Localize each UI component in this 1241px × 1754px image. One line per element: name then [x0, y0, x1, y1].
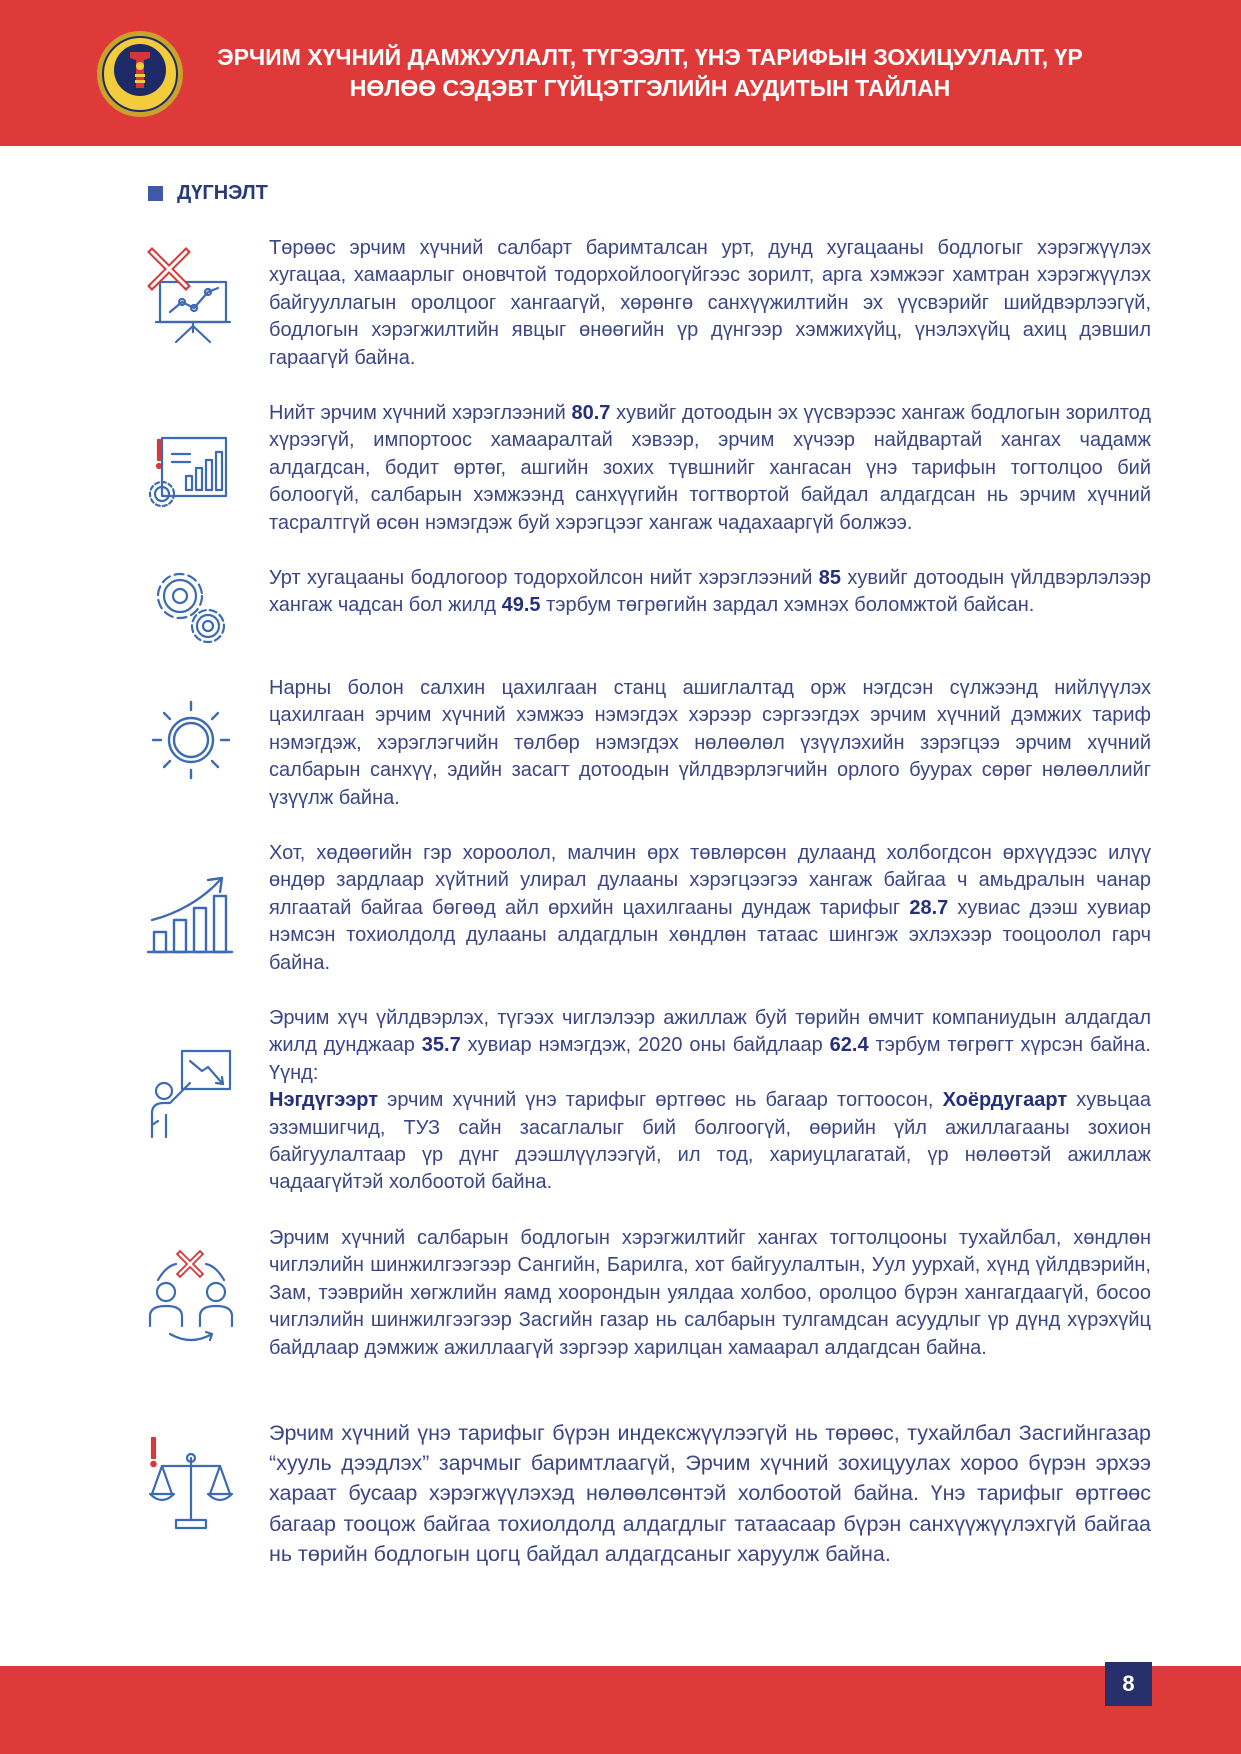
p6-value-62-4: 62.4 — [829, 1034, 869, 1057]
conclusion-paragraph-1: Төрөөс эрчим хүчний салбарт баримталсан урт, дунд хугацааны бодлогыг хэрэгжүүлэх хугацаа, хамаарлыг оновчтой тодорхойлоогүйгээс зорилт, арга хэмжээг хамтран хэрэгжүүлэх байгууллагын оролцоог хангаагүй, хөрөнгө санхүүжилтийн эх үүсвэрийг шийдвэрлээгүй, бодлогын хэрэгжилтийн явцыг өнөөгийн үр дүнгээр хэмжихүйц, үнэлэхүйц ахиц дэвшил гараагүй байна. — [269, 237, 1151, 369]
square-bullet-icon — [148, 186, 163, 201]
p6-value-35-7: 35.7 — [421, 1034, 461, 1057]
section-heading — [148, 180, 268, 206]
p6-first-label: Нэгдүгээрт — [269, 1089, 379, 1112]
report-title — [190, 42, 1110, 104]
conclusion-paragraph-8: Эрчим хүчний үнэ тарифыг бүрэн индексжүүлээгүй нь төрөөс, тухайлбал Засгийнгазар “хууль дээдлэх” зарчмыг баримтлаагүй, Эрчим хүчний зохицуулах хороо бүрэн эрхээ хараат бусаар хэрэгжүүлэхэд нөлөөлсөнтэй холбоотой байна. Үнэ тарифыг өртгөөс багаар тооцож байгаа тохиолдолд алдагдлыг татаасаар бүрэн санхүүжүүлэхгүй байгаа нь төрийн бодлогын цогц байдал алдагдсаныг харуулж байна. — [269, 1421, 1151, 1566]
p6-second-label: Хоёрдугаарт — [942, 1089, 1068, 1112]
report-title-line-2: НӨЛӨӨ СЭДЭВТ ГҮЙЦЭТГЭЛИЙН АУДИТЫН ТАЙЛАН — [349, 75, 951, 101]
p5-text-a: Хот, хөдөөгийн гэр хороолол, малчин өрх төвлөрсөн дулаанд холбогдсон өрхүүдээс илүү өндөр зардлаар хүйтний улирал дулааны хэрэгцээгээ хангаж байгаа ч амьдралын чанар ялгаатай байгаа бөгөөд айл өрхийн цахилгааны дундаж тарифыг — [269, 842, 1151, 919]
conclusion-paragraph-6 — [269, 1005, 1151, 1197]
p2-text-b: хувийг дотоодын эх үүсвэрээс хангаж бодлогын зорилтод хүрээгүй, импортоос хамааралтай хэвээр, эрчим хүчээр найдвартай хангах чадамж алдагдсан, бодит өртөг, ашгийн зохих түвшнийг хангасан үнэ тарифын тогтолцоо бий болоогүй, салбарын хэмжээнд санхүүгийн тогтвортой байдал алдагдсан нь эрчим хүчний тасралтгүй өсөн нэмэгдэж буй хэрэгцээг хангаж чадахааргүй болжээ. — [269, 402, 1151, 534]
p5-text-b: хувиас дээш хувиар нэмсэн тохиолдолд дулааны алдагдлын хөндлөн татаас шингэж эхлэхээр тооцоолол гарч байна. — [269, 896, 1151, 974]
section-title: ДҮГНЭЛТ — [177, 181, 268, 204]
audit-emblem-icon — [96, 30, 184, 118]
p6-text-b: хувиар нэмэгдэж, 2020 оны байдлаар — [460, 1034, 830, 1057]
presentation-alert-icon — [146, 418, 236, 518]
conclusion-paragraph-3 — [269, 565, 1151, 620]
chart-board-x-icon — [146, 246, 236, 346]
p3-text-c: тэрбум төгрөгийн зардал хэмнэх боломжтой байсан. — [540, 594, 1035, 617]
p3-text-a: Урт хугацааны бодлогоор тодорхойлсон нийт хэрэглээний — [269, 567, 819, 589]
footer-bar — [0, 1666, 1241, 1754]
conclusion-paragraph-7: Эрчим хүчний салбарын бодлогын хэрэгжилтийг хангах тогтолцооны тухайлбал, хөндлөн чиглэлийн шинжилгээгээр Сангийн, Барилга, хот байгуулалтын, Уул уурхай, хүнд үйлдвэрийн, Зам, тээврийн хөгжлийн яамд хоорондын уялдаа холбоо, оролцоо бүрэн хангагдаагүй, босоо чиглэлийн шинжилгээгээр Засгийн газар нь салбарын тулгамдсан асуудлыг үр дүнд хүрэхүйц байдлаар дэмжиж ажиллаагүй зэргээр харилцан хамаарал алдагдсан байна. — [269, 1227, 1151, 1359]
p6-text-c: тэрбум төгрөгт хүрсэн байна. Үүнд: — [269, 1034, 1151, 1084]
p2-text-a: Нийт эрчим хүчний хэрэглээний — [269, 402, 572, 424]
p6-text-a: Эрчим хүч үйлдвэрлэх, түгээх чиглэлээр ажиллаж буй төрийн өмчит компаниудын алдагдал жилд дунджаар — [269, 1007, 1151, 1057]
conclusion-paragraph-4: Нарны болон салхин цахилгаан станц ашиглалтад орж нэгдсэн сүлжээнд нийлүүлэх цахилгаан эрчим хүчний хэмжээ нэмэгдэх хэрээр сэргээгдэх эрчим хүчний дэмжих тариф нэмэгдэж, хэрэглэгчийн төлбөр нэмэгдэх нөлөөлөл үзүүлэхийн зэрэгцээ эрчим хүчний салбарын санхүү, эдийн засагт дотоодын үйлдвэрлэгчийн орлого буурах сөрөг нөлөөллийг үзүүлж байна. — [269, 677, 1151, 809]
gears-icon — [146, 560, 236, 660]
header-bar — [0, 0, 1241, 146]
p6-text-d: эрчим хүчний үнэ тарифыг өртгөөс нь багаар тогтоосон, — [378, 1089, 943, 1112]
people-disconnect-icon — [146, 1250, 236, 1350]
sun-icon — [146, 690, 236, 790]
page-number: 8 — [1105, 1662, 1152, 1706]
p5-value-28-7: 28.7 — [909, 896, 949, 919]
report-title-line-1: ЭРЧИМ ХҮЧНИЙ ДАМЖУУЛАЛТ, ТҮГЭЭЛТ, ҮНЭ ТАРИФЫН ЗОХИЦУУЛАЛТ, ҮР — [217, 44, 1083, 70]
p3-value-85: 85 — [818, 567, 842, 589]
conclusion-paragraph-5 — [269, 840, 1151, 977]
p6-text-e: хувьцаа эзэмшигчид, ТУЗ сайн засаглалыг бий болгоогүй, өөрийн үйл ажиллагааны зохион байгуулалтаар үр дүнг дээшлүүлээгүй, ил тод, хариуцлагатай, үр нөлөөтэй ажиллаж чадаагүйтэй холбоотой байна. — [269, 1089, 1151, 1194]
p2-value-80-7: 80.7 — [571, 402, 611, 424]
presenter-decline-icon — [146, 1045, 236, 1145]
conclusion-paragraph-2 — [269, 400, 1151, 537]
p3-value-49-5: 49.5 — [501, 594, 541, 617]
growth-chart-icon — [146, 870, 236, 970]
p3-text-b: хувийг дотоодын үйлдвэрлэлээр хангаж чадсан бол жилд — [269, 567, 1151, 617]
scales-alert-icon — [146, 1436, 236, 1536]
